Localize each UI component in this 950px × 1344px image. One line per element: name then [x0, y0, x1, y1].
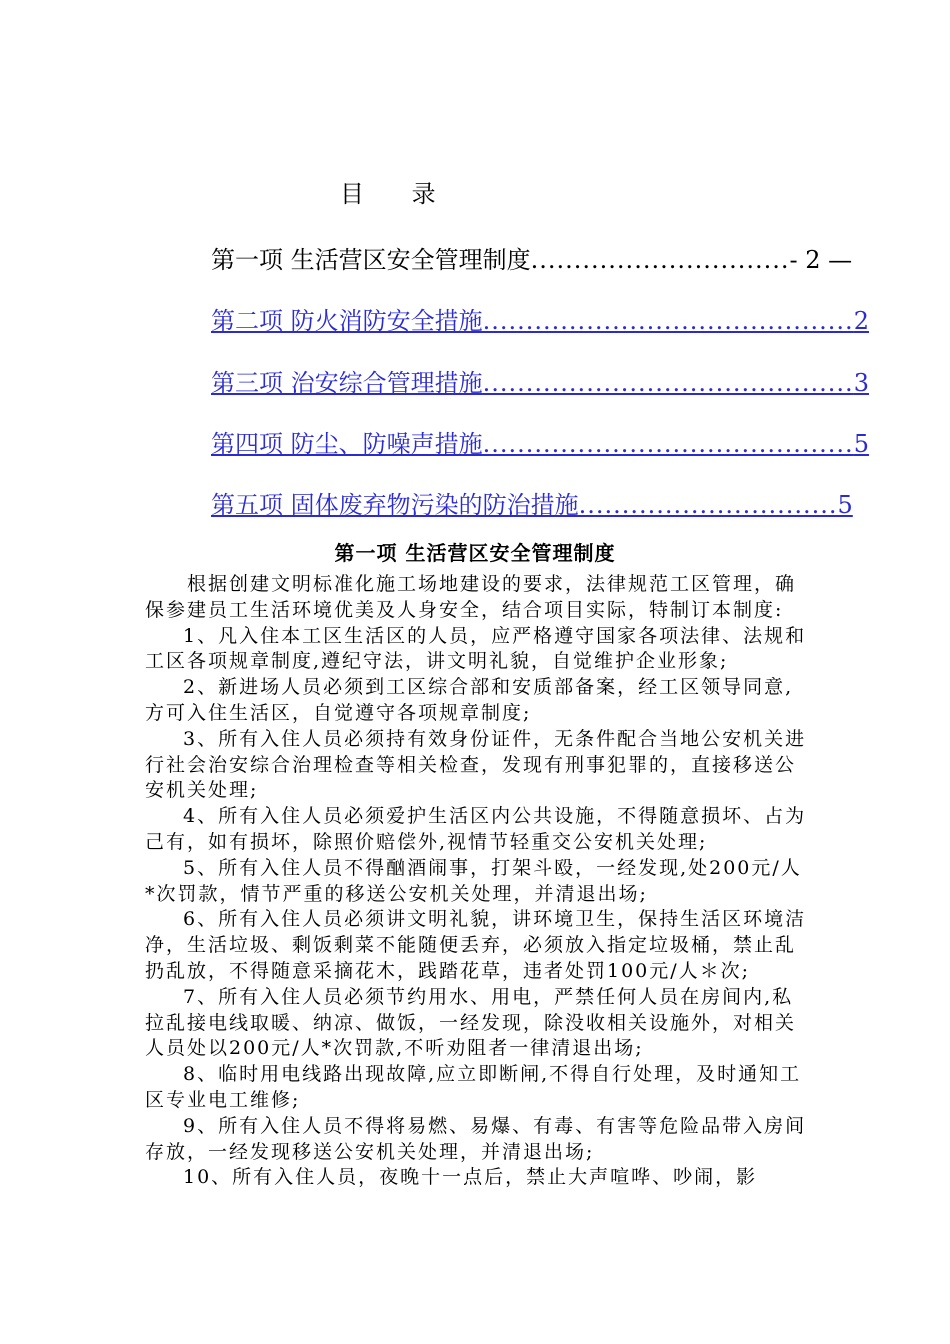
- rule-paragraph-1: 1、凡入住本工区生活区的人员，应严格遵守国家各项法律、法规和工区各项规章制度,遵纪守法，讲文明礼貌，自觉维护企业形象;: [145, 624, 807, 673]
- toc-title: 目 录: [340, 180, 456, 208]
- rule-paragraph-6: 6、所有入住人员必须讲文明礼貌，讲环境卫生，保持生活区环境洁净，生活垃圾、剩饭剩菜不能随便丢弃，必须放入指定垃圾桶，禁止乱扔乱放，不得随意采摘花木，践踏花草，违者处罚100元/人＊次;: [145, 908, 807, 982]
- section-heading: 第一项 生活营区安全管理制度: [334, 541, 616, 565]
- toc-entry-2[interactable]: [211, 301, 869, 335]
- toc-leader-dots: ...........................................: [482, 307, 854, 335]
- toc-leader-dots: ..............................: [578, 491, 838, 519]
- toc-page-number: 2: [853, 307, 869, 335]
- toc-leader-dots: ...........................................: [482, 369, 854, 397]
- toc-entry-1[interactable]: [211, 240, 853, 274]
- toc-entry-label: 第二项 防火消防安全措施: [211, 307, 483, 335]
- rule-paragraph-8: 8、临时用电线路出现故障,应立即断闸,不得自行处理，及时通知工区专业电工维修;: [145, 1063, 802, 1111]
- rule-paragraph-3: 3、所有入住人员必须持有效身份证件，无条件配合当地公安机关进行社会治安综合治理检查等相关检查，发现有刑事犯罪的，直接移送公安机关处理;: [145, 727, 807, 802]
- toc-page-number: 5: [853, 430, 869, 458]
- toc-entry-label: 第三项 治安综合管理措施: [211, 369, 483, 397]
- toc-page-number: - 2 —: [789, 246, 853, 274]
- toc-page-number: 3: [853, 369, 869, 397]
- rule-paragraph-5: 5、所有入住人员不得酗酒闹事，打架斗殴，一经发现,处200元/人*次罚款，情节严重的移送公安机关处理，并清退出场;: [145, 856, 802, 905]
- rule-paragraph-10: 10、所有入住人员，夜晚十一点后，禁止大声喧哗、吵闹，影: [183, 1166, 758, 1189]
- toc-leader-dots: ...........................................: [482, 430, 854, 458]
- toc-entry-4[interactable]: [211, 424, 869, 458]
- rule-paragraph-9: 9、所有入住人员不得将易燃、易爆、有毒、有害等危险品带入房间存放，一经发现移送公安机关处理，并清退出场;: [145, 1114, 807, 1163]
- toc-entry-5[interactable]: [211, 485, 853, 519]
- toc-entry-3[interactable]: [211, 363, 869, 397]
- intro-paragraph: 根据创建文明标准化施工场地建设的要求，法律规范工区管理，确保参建员工生活环境优美及人身安全，结合项目实际，特制订本制度:: [145, 573, 797, 621]
- toc-leader-dots: ..............................: [530, 246, 790, 274]
- rule-paragraph-4: 4、所有入住人员必须爱护生活区内公共设施，不得随意损坏、占为己有，如有损坏，除照价赔偿外,视情节轻重交公安机关处理;: [145, 805, 807, 853]
- rule-paragraph-2: 2、新进场人员必须到工区综合部和安质部备案，经工区领导同意,方可入住生活区，自觉遵守各项规章制度;: [145, 676, 794, 724]
- toc-page-number: 5: [837, 491, 853, 519]
- toc-entry-label: 第五项 固体废弃物污染的防治措施: [211, 491, 579, 519]
- toc-entry-label: 第一项 生活营区安全管理制度: [211, 246, 531, 274]
- section-body: [145, 572, 811, 1191]
- toc-entry-label: 第四项 防尘、防噪声措施: [211, 430, 483, 458]
- rule-paragraph-7: 7、所有入住人员必须节约用水、用电，严禁任何人员在房间内,私拉乱接电线取暖、纳凉、做饭，一经发现，除没收相关设施外，对相关人员处以200元/人*次罚款,不听劝阻者一律清退出场;: [145, 985, 797, 1060]
